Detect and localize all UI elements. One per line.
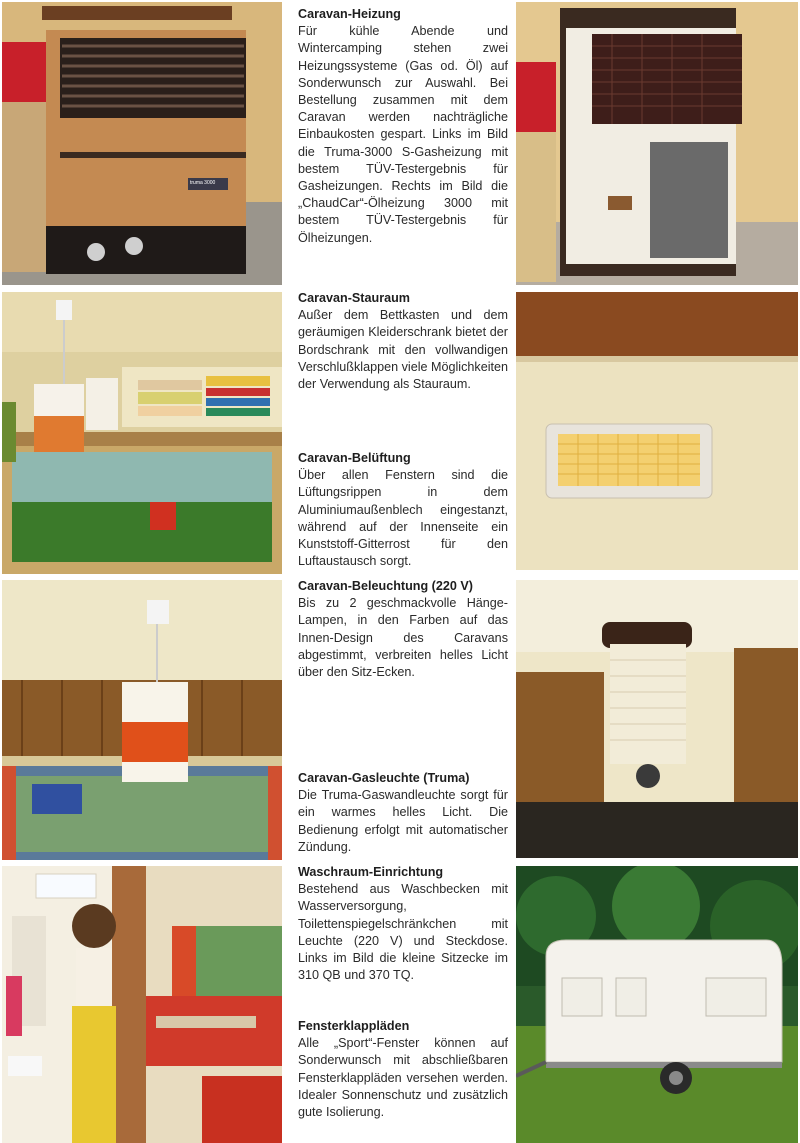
section-title: Caravan-Heizung xyxy=(298,7,401,21)
section-body: Für kühle Abende und Wintercamping stehen zwei Heizungssysteme (Gas od. Öl) auf Sonderwunsch zur Auswahl. Bei Bestellung zusammen mit dem Caravan werden nachträgliche Einbaukosten gespart. Links im Bild die Truma-3000 S-Gasheizung mit bestem TÜV-Testergebnis für Gasheizungen. Rechts im Bild die „ChaudCar“-Ölheizung 3000 mit bestem TÜV-Testergebnis für Ölheizungen. xyxy=(298,24,508,245)
text-column xyxy=(288,0,512,1143)
photo-vent-grille xyxy=(516,292,798,570)
section-title: Fensterklappläden xyxy=(298,1019,410,1033)
section-title: Caravan-Beleuchtung (220 V) xyxy=(298,579,473,593)
section-body: Über allen Fenstern sind die Lüftungsrippen in dem Aluminiumaußenblech eingestanzt, während auf der Innenseite ein Kunststoff-Gitterrost für den Luftaustausch sorgt. xyxy=(298,468,508,569)
section-title: Waschraum-Einrichtung xyxy=(298,865,444,879)
lamp-illustration xyxy=(2,580,282,860)
photo-storage-cabinet xyxy=(2,292,282,574)
section-ventilation xyxy=(298,450,508,570)
photo-chaudcar-oil-heater xyxy=(516,2,798,285)
section-body: Die Truma-Gaswandleuchte sorgt für ein warmes helles Licht. Die Bedienung erfolgt mit automatischer Zündung. xyxy=(298,788,508,854)
section-lighting xyxy=(298,578,508,681)
section-heating xyxy=(298,6,508,247)
section-title: Caravan-Gasleuchte (Truma) xyxy=(298,771,470,785)
photo-caravan-meadow xyxy=(516,866,798,1143)
heater-badge: truma 3000 xyxy=(190,180,216,186)
section-body: Bis zu 2 geschmackvolle Hänge-Lampen, in den Farben auf das Innen-Design des Caravans abgestimmt, verbreiten helles Licht über den Sitz-Ecken. xyxy=(298,596,508,680)
vent-illustration xyxy=(516,292,798,570)
photo-wash-room xyxy=(2,866,282,1143)
section-title: Caravan-Stauraum xyxy=(298,291,410,305)
heater-illustration xyxy=(2,2,282,285)
caravan-illustration xyxy=(516,866,798,1143)
section-body: Alle „Sport“-Fenster können auf Sonderwunsch mit abschließbaren Fensterklappläden versehen werden. Idealer Sonnenschutz und zusätzlich gute Isolierung. xyxy=(298,1036,508,1120)
section-gas-lamp xyxy=(298,770,508,856)
section-washroom xyxy=(298,864,508,984)
storage-illustration xyxy=(2,292,282,574)
oil-heater-illustration xyxy=(516,2,798,285)
washroom-illustration xyxy=(2,866,282,1143)
section-title: Caravan-Belüftung xyxy=(298,451,411,465)
section-body: Außer dem Bettkasten und dem geräumigen Kleiderschrank bietet der Bordschrank mit den vollwandigen Verschlußklappen viele Möglichkeiten der Verwendung als Stauraum. xyxy=(298,308,509,392)
photo-truma-gas-heater xyxy=(2,2,282,285)
photo-gas-wall-lamp xyxy=(516,580,798,858)
gaslamp-illustration xyxy=(516,580,798,858)
section-shutters xyxy=(298,1018,508,1121)
section-storage xyxy=(298,290,508,393)
section-body: Bestehend aus Waschbecken mit Wasserversorgung, Toilettenspiegelschränkchen mit Leuchte (220 V) und Steckdose. Links im Bild die kleine Sitzecke im 310 QB und 370 TQ. xyxy=(298,882,508,983)
photo-hanging-lamp xyxy=(2,580,282,860)
